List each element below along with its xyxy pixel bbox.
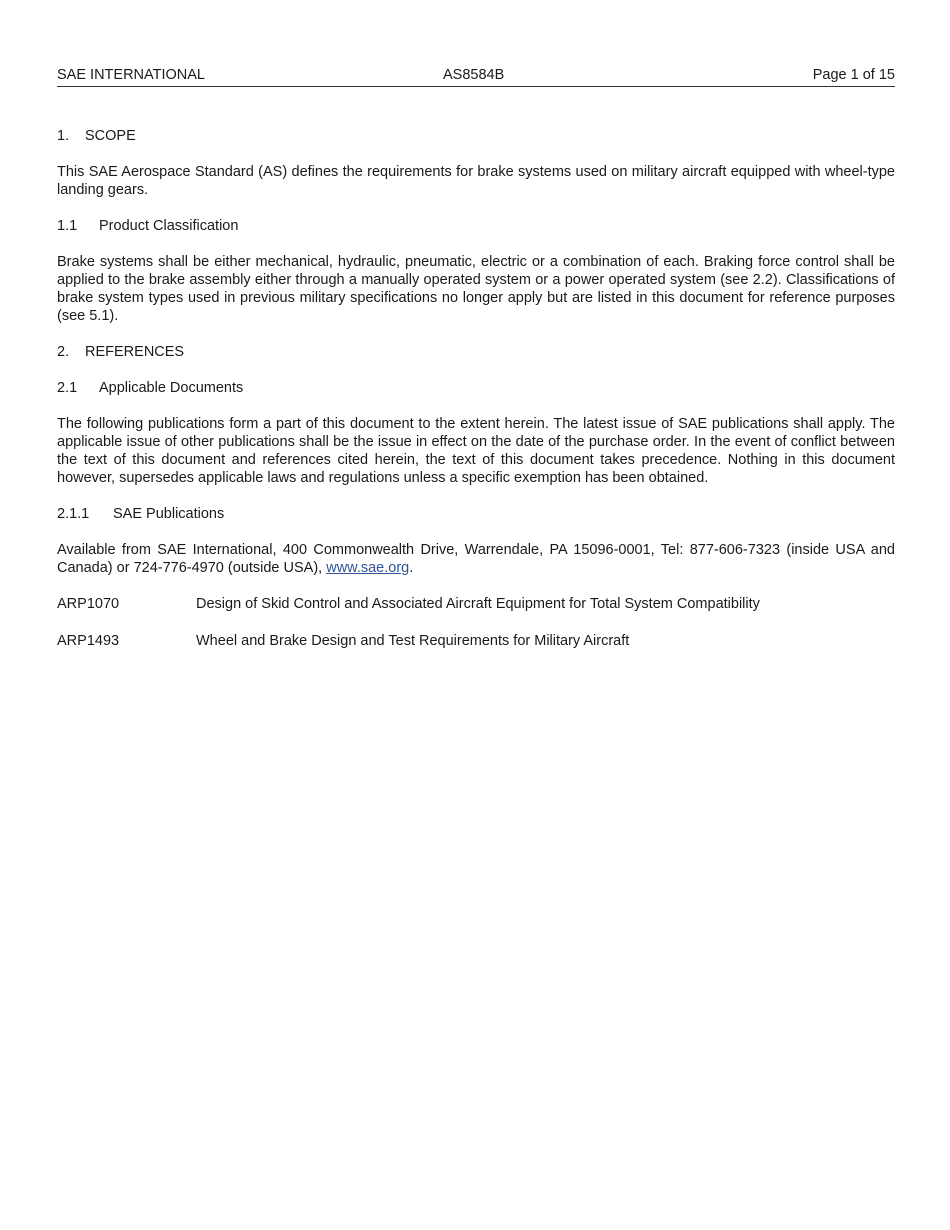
section-heading-sae-publications bbox=[57, 505, 895, 523]
reference-title: Wheel and Brake Design and Test Requirements for Military Aircraft bbox=[196, 633, 630, 649]
section-heading-references bbox=[57, 343, 895, 361]
reference-code: ARP1493 bbox=[57, 633, 120, 649]
reference-entry bbox=[57, 632, 895, 650]
section-title: Applicable Documents bbox=[99, 380, 244, 396]
document-body bbox=[57, 127, 895, 669]
section-number: 1. bbox=[57, 128, 70, 144]
sae-publications-paragraph bbox=[57, 541, 895, 577]
sentence-end: . bbox=[409, 560, 414, 576]
section-number: 1.1 bbox=[57, 218, 78, 234]
scope-paragraph: This SAE Aerospace Standard (AS) defines the requirements for brake systems used on military aircraft equipped with wheel-type landing gears. bbox=[57, 164, 895, 198]
section-number: 2.1 bbox=[57, 380, 78, 396]
section-title: SCOPE bbox=[85, 128, 136, 144]
sae-address-text: Available from SAE International, 400 Commonwealth Drive, Warrendale, PA 15096-0001, Tel: 877-606-7323 (inside USA and Canada) or 724-776-4970 (outside USA), bbox=[57, 542, 895, 576]
section-heading-scope bbox=[57, 127, 895, 145]
reference-title: Design of Skid Control and Associated Aircraft Equipment for Total System Compatibility bbox=[196, 596, 760, 612]
section-title: REFERENCES bbox=[85, 344, 185, 360]
header-organization: SAE INTERNATIONAL bbox=[57, 67, 205, 83]
section-title: SAE Publications bbox=[113, 506, 225, 522]
section-number: 2. bbox=[57, 344, 70, 360]
reference-entry bbox=[57, 595, 895, 613]
section-title: Product Classification bbox=[99, 218, 239, 234]
product-classification-paragraph: Brake systems shall be either mechanical, hydraulic, pneumatic, electric or a combination of each. Braking force control shall be applied to the brake assembly either through a manually operated system or a power operated system (see 2.2). Classifications of brake system types used in previous military specifications no longer apply but are listed in this document for reference purposes (see 5.1). bbox=[57, 254, 895, 324]
running-header bbox=[57, 66, 895, 87]
header-document-number: AS8584B bbox=[443, 67, 505, 83]
reference-code: ARP1070 bbox=[57, 596, 120, 612]
section-number: 2.1.1 bbox=[57, 506, 90, 522]
sae-website-link[interactable]: www.sae.org bbox=[326, 560, 410, 576]
section-heading-applicable-documents bbox=[57, 379, 895, 397]
header-page-number: Page 1 of 15 bbox=[812, 67, 895, 83]
section-heading-product-classification bbox=[57, 217, 895, 235]
applicable-documents-paragraph: The following publications form a part of this document to the extent herein. The latest issue of SAE publications shall apply. The applicable issue of other publications shall be the issue in effect on the date of the purchase order. In the event of conflict between the text of this document and references cited herein, the text of this document takes precedence. Nothing in this document however, supersedes applicable laws and regulations unless a specific exemption has been obtained. bbox=[57, 416, 895, 486]
